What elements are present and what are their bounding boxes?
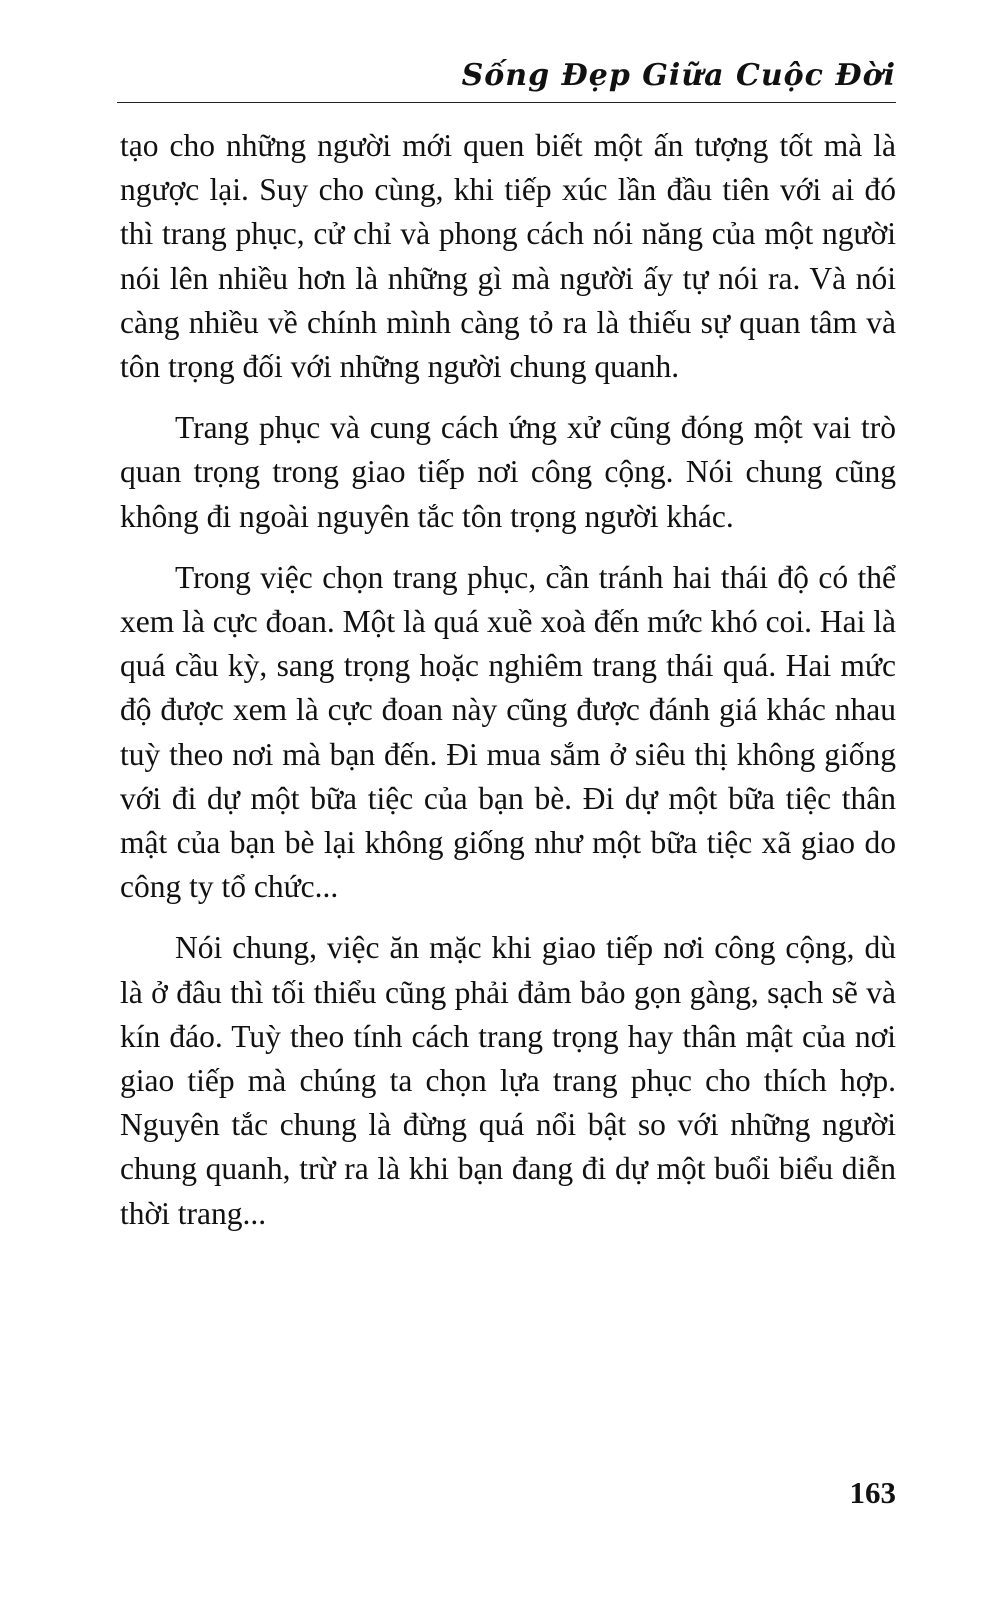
running-title: Sống Đẹp Giữa Cuộc Đời [461,58,896,93]
body-paragraph: Nói chung, việc ăn mặc khi giao tiếp nơi công cộng, dù là ở đâu thì tối thiểu cũng phải đảm bảo gọn gàng, sạch sẽ và kín đáo. Tuỳ theo tính cách trang trọng hay thân mật của nơi giao tiếp mà chúng ta chọn lựa trang phục cho thích hợp. Nguyên tắc chung là đừng quá nổi bật so với những người chung quanh, trừ ra là khi bạn đang đi dự một buổi biểu diễn thời trang... [120,930,896,1231]
running-header [117,52,896,103]
page-number: 163 [849,1475,896,1510]
body-paragraph: tạo cho những người mới quen biết một ấn tượng tốt mà là ngược lại. Suy cho cùng, khi tiếp xúc lần đầu tiên với ai đó thì trang phục, cử chỉ và phong cách nói năng của một người nói lên nhiều hơn là những gì mà người ấy tự nói ra. Và nói càng nhiều về chính mình càng tỏ ra là thiếu sự quan tâm và tôn trọng đối với những người chung quanh. [120,128,896,385]
page-body [120,124,896,1253]
body-paragraph: Trong việc chọn trang phục, cần tránh hai thái độ có thể xem là cực đoan. Một là quá xuề xoà đến mức khó coi. Hai là quá cầu kỳ, sang trọng hoặc nghiêm trang thái quá. Hai mức độ được xem là cực đoan này cũng được đánh giá khác nhau tuỳ theo nơi mà bạn đến. Đi mua sắm ở siêu thị không giống với đi dự một bữa tiệc của bạn bè. Đi dự một bữa tiệc thân mật của bạn bè lại không giống như một bữa tiệc xã giao do công ty tổ chức... [120,559,896,905]
body-paragraph: Trang phục và cung cách ứng xử cũng đóng một vai trò quan trọng trong giao tiếp nơi công cộng. Nói chung cũng không đi ngoài nguyên tắc tôn trọng người khác. [120,410,896,534]
